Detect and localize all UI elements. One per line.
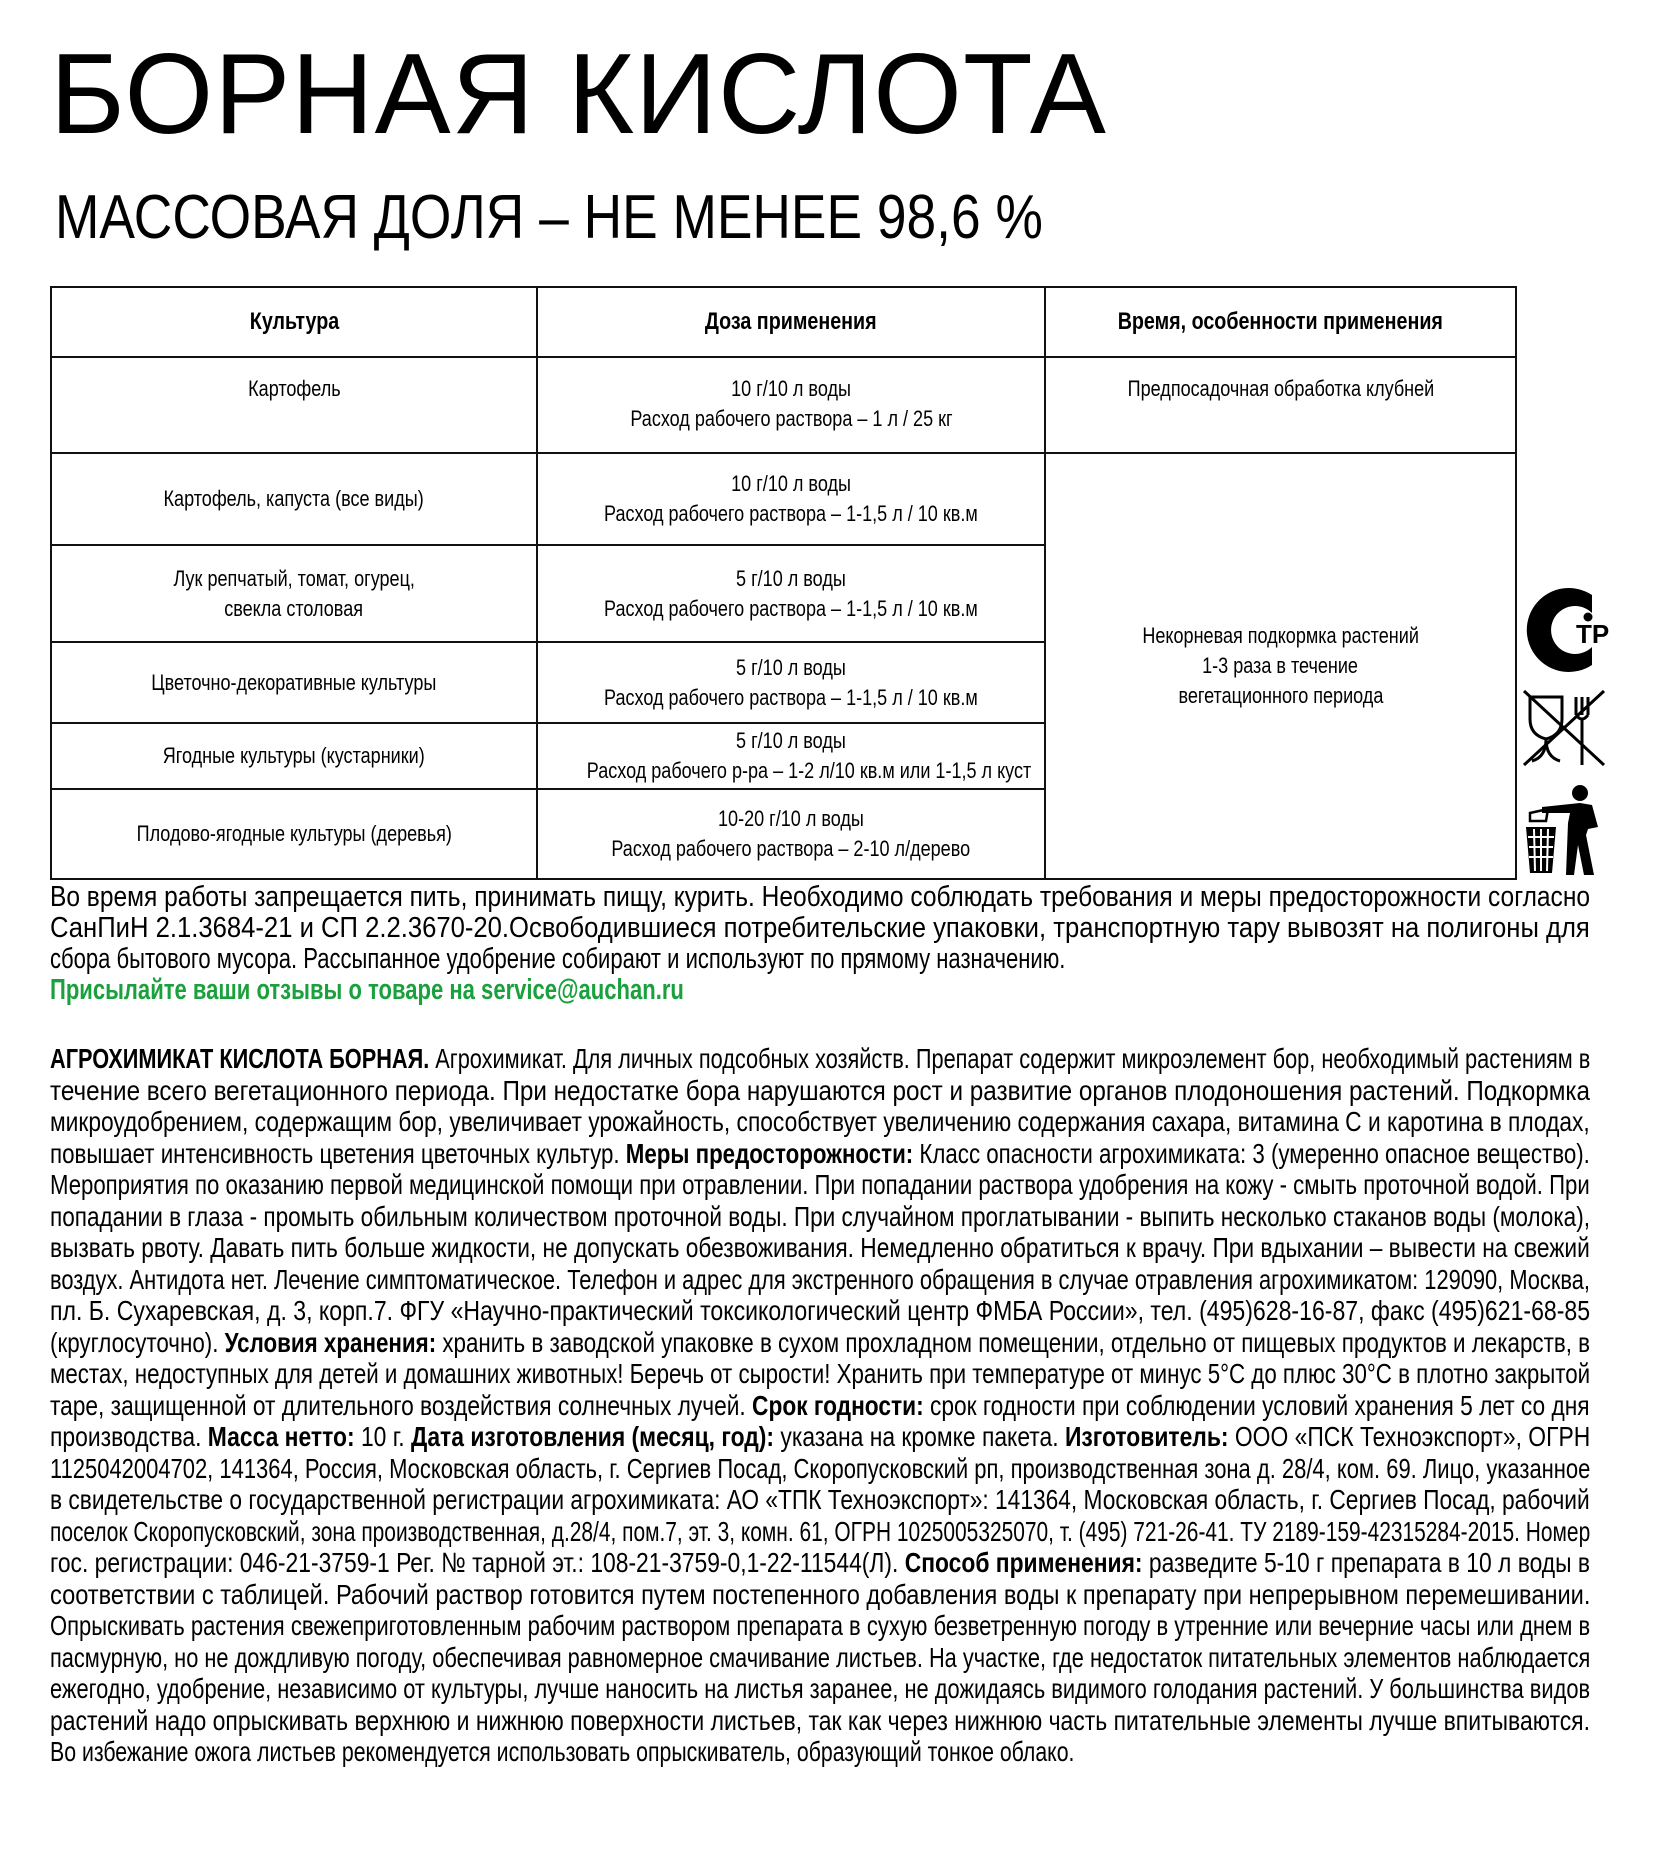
feedback-link[interactable]: Присылайте ваши отзывы о товаре на service@auchan.ru bbox=[50, 974, 684, 1006]
description-text: пасмурную, но не дождливую погоду, обеспечивая равномерное смачивание листьев. На участке, где недостаток питательных элементов наблюдается bbox=[50, 1641, 1591, 1673]
description-text: Класс опасности агрохимиката: 3 (умеренно опасное вещество). bbox=[913, 1137, 1590, 1169]
cell-dose: 5 г/10 л воды Расход рабочего раствора – 1-1,5 л / 10 кв.м bbox=[537, 642, 1045, 723]
description-line bbox=[50, 1137, 1590, 1170]
table-header-row bbox=[51, 287, 1516, 357]
description-text: воздух. Антидота нет. Лечение симптоматическое. Телефон и адрес для экстренного обращения в случае отравления агрохимикатом: 129090, Москва, bbox=[50, 1263, 1590, 1295]
description-text: поселок Скоропусковский, зона производственная, д.28/4, пом.7, эт. 3, комн. 61, ОГРН 1025005325070, т. (495) 721-26-41. ТУ 2189-159-42315284-2015. Номер bbox=[50, 1515, 1591, 1547]
description-line bbox=[50, 1515, 1591, 1548]
warning-line: сбора бытового мусора. Рассыпанное удобрение собирают и используют по прямому назначению. bbox=[50, 943, 1066, 975]
description-text: вызвать рвоту. Давать пить больше жидкости, не допускать обезвоживания. Немедленно обратиться к врачу. При вдыхании – вывести на свежий bbox=[50, 1232, 1590, 1263]
cell-dose: 10-20 г/10 л воды Расход рабочего раствора – 2-10 л/дерево bbox=[537, 789, 1045, 879]
description-line bbox=[50, 1484, 1590, 1516]
cell-culture: Плодово-ягодные культуры (деревья) bbox=[51, 789, 537, 879]
section-label: АГРОХИМИКАТ КИСЛОТА БОРНАЯ. bbox=[50, 1043, 430, 1074]
dosage-table bbox=[50, 286, 1517, 880]
header-culture: Культура bbox=[51, 287, 537, 357]
section-label: Масса нетто: bbox=[207, 1421, 355, 1452]
description-text: 1125042004702, 141364, Россия, Московская область, г. Сергиев Посад, Скоропусковский рп, производственная зона д. 28/4, ком. 69. Лицо, указанное bbox=[50, 1452, 1591, 1484]
description-line bbox=[50, 1043, 1591, 1075]
description-text: разведите 5-10 г препарата в 10 л воды в bbox=[1142, 1547, 1591, 1578]
description-line bbox=[50, 1263, 1590, 1296]
description-text: 10 г. bbox=[354, 1421, 412, 1452]
section-label: Условия хранения: bbox=[224, 1326, 437, 1358]
description-text: повышает интенсивность цветения цветочных культур. bbox=[50, 1137, 626, 1169]
description-text: соответствии с таблицей. Рабочий раствор готовится путем постепенного добавления воды к препарату при непрерывном перемешивании. bbox=[50, 1578, 1591, 1610]
warning-line: Во время работы запрещается пить, принимать пищу, курить. Необходимо соблюдать требования и меры предосторожности согласно bbox=[50, 881, 1590, 913]
header-time: Время, особенности применения bbox=[1045, 287, 1516, 357]
description-line bbox=[50, 1547, 1591, 1579]
description-text: Во избежание ожога листьев рекомендуется использовать опрыскиватель, образующий тонкое облако. bbox=[50, 1736, 1075, 1767]
description-text: таре, защищенной от длительного воздействия солнечных лучей. bbox=[50, 1389, 753, 1421]
cell-dose: 5 г/10 л воды Расход рабочего раствора – 1-1,5 л / 10 кв.м bbox=[537, 545, 1045, 642]
table-row bbox=[51, 357, 1516, 453]
description-text: в свидетельстве о государственной регистрации агрохимиката: АО «ТПК Техноэкспорт»: 141364, Московская область, г. Сергиев Посад, рабочий bbox=[50, 1484, 1590, 1515]
description-line bbox=[50, 1106, 1590, 1138]
eac-tr-certification-icon bbox=[1520, 585, 1620, 675]
description-line bbox=[50, 1358, 1591, 1390]
product-title: БОРНАЯ КИСЛОТА bbox=[50, 31, 1107, 158]
description-line bbox=[50, 1578, 1591, 1611]
description-line bbox=[50, 1074, 1591, 1107]
description-text: местах, недоступных для детей и домашних животных! Беречь от сырости! Хранить при температуре от минус 5°С до плюс 30°С в плотно закрытой bbox=[50, 1358, 1591, 1389]
description-text: хранить в заводской упаковке в сухом прохладном помещении, отдельно от пищевых продуктов и лекарств, в bbox=[436, 1326, 1591, 1358]
cell-dose: 5 г/10 л воды Расход рабочего р-ра – 1-2 л/10 кв.м или 1-1,5 л куст bbox=[537, 723, 1045, 789]
description-text: растений надо опрыскивать верхнюю и нижнюю поверхности листьев, так как через нижнюю часть питательные элементы лучше впитываются. bbox=[50, 1704, 1590, 1736]
description-line bbox=[50, 1641, 1591, 1674]
description-line bbox=[50, 1169, 1590, 1201]
description-text: пл. Б. Сухаревская, д. 3, корп.7. ФГУ «Научно-практический токсикологический центр ФМБА России», тел. (495)628-16-87, факс (495)621-68-85 bbox=[50, 1295, 1591, 1326]
cell-dose: 10 г/10 л воды Расход рабочего раствора – 1 л / 25 кг bbox=[537, 357, 1045, 453]
description-line bbox=[50, 1232, 1590, 1264]
description-line bbox=[50, 1326, 1591, 1359]
section-label: Дата изготовления (месяц, год): bbox=[411, 1421, 775, 1452]
description-line bbox=[50, 1610, 1591, 1642]
description-text: ежегодно, удобрение, независимо от культуры, лучше наносить на листья заранее, не дожидаясь видимого голодания растений. У большинства видов bbox=[50, 1673, 1591, 1704]
header-dose: Доза применения bbox=[537, 287, 1045, 357]
cell-culture: Лук репчатый, томат, огурец, свекла столовая bbox=[51, 545, 537, 642]
description-line bbox=[50, 1736, 1220, 1768]
cell-dose: 10 г/10 л воды Расход рабочего раствора – 1-1,5 л / 10 кв.м bbox=[537, 453, 1045, 545]
description-text: (круглосуточно). bbox=[50, 1326, 225, 1358]
description-text: микроудобрением, содержащим бор, увеличивает урожайность, способствует увеличению содержания сахара, витамина С и каротина в плодах, bbox=[50, 1106, 1590, 1137]
section-label: Способ применения: bbox=[904, 1547, 1143, 1578]
description-line bbox=[50, 1421, 1591, 1453]
description-text: производства. bbox=[50, 1421, 208, 1452]
cell-culture: Картофель, капуста (все виды) bbox=[51, 453, 537, 545]
cell-time-merged: Некорневая подкормка растений 1-3 раза в течение вегетационного периода bbox=[1045, 453, 1516, 879]
description-text: Агрохимикат. Для личных подсобных хозяйств. Препарат содержит микроэлемент бор, необходимый растениям в bbox=[429, 1043, 1591, 1074]
safety-warning bbox=[50, 882, 1590, 1006]
section-label: Изготовитель: bbox=[1064, 1421, 1229, 1452]
section-label: Срок годности: bbox=[752, 1389, 924, 1421]
description-line bbox=[50, 1452, 1591, 1485]
cell-culture: Ягодные культуры (кустарники) bbox=[51, 723, 537, 789]
not-for-food-contact-icon bbox=[1520, 689, 1610, 769]
table-row bbox=[51, 453, 1516, 545]
warning-line: СанПиН 2.1.3684-21 и СП 2.2.3670-20.Освободившиеся потребительские упаковки, транспортную тару вывозят на полигоны для bbox=[50, 912, 1590, 944]
description-text: указана на кромке пакета. bbox=[774, 1421, 1065, 1452]
description-text: срок годности при соблюдении условий хранения 5 лет со дня bbox=[923, 1389, 1590, 1421]
description-text: Мероприятия по оказанию первой медицинской помощи при отравлении. При попадании раствора удобрения на кожу - смыть проточной водой. При bbox=[50, 1169, 1590, 1200]
description-line bbox=[50, 1389, 1590, 1422]
description-text: течение всего вегетационного периода. При недостатке бора нарушаются рост и развитие органов плодоношения растений. Подкормка bbox=[50, 1074, 1591, 1106]
cell-time: Предпосадочная обработка клубней bbox=[1045, 357, 1516, 453]
description-line bbox=[50, 1295, 1591, 1327]
cell-culture: Картофель bbox=[51, 357, 537, 453]
cell-culture: Цветочно-декоративные культуры bbox=[51, 642, 537, 723]
description-text: попадании в глаза - промыть обильным количеством проточной воды. При случайном проглатывании - выпить несколько стаканов воды (молока), bbox=[50, 1200, 1590, 1232]
product-subtitle: МАССОВАЯ ДОЛЯ – НЕ МЕНЕЕ 98,6 % bbox=[55, 183, 1043, 252]
description-text: ООО «ПСК Техноэкспорт», ОГРН bbox=[1228, 1421, 1591, 1452]
description-line bbox=[50, 1200, 1590, 1233]
svg-text:ТР: ТР bbox=[1576, 619, 1610, 649]
description-line bbox=[50, 1673, 1591, 1705]
description-line bbox=[50, 1704, 1590, 1737]
description-text: Опрыскивать растения свежеприготовленным рабочим раствором препарата в сухую безветренную погоду в утренние или вечерние часы или днем в bbox=[50, 1610, 1591, 1641]
section-label: Меры предосторожности: bbox=[625, 1137, 914, 1169]
description-text: гос. регистрации: 046-21-3759-1 Рег. № тарной эт.: 108-21-3759-0,1-22-11544(Л). bbox=[50, 1547, 905, 1578]
tidy-man-recycle-icon bbox=[1520, 783, 1610, 878]
certification-icons bbox=[1520, 585, 1630, 892]
product-description bbox=[50, 1043, 1590, 1768]
